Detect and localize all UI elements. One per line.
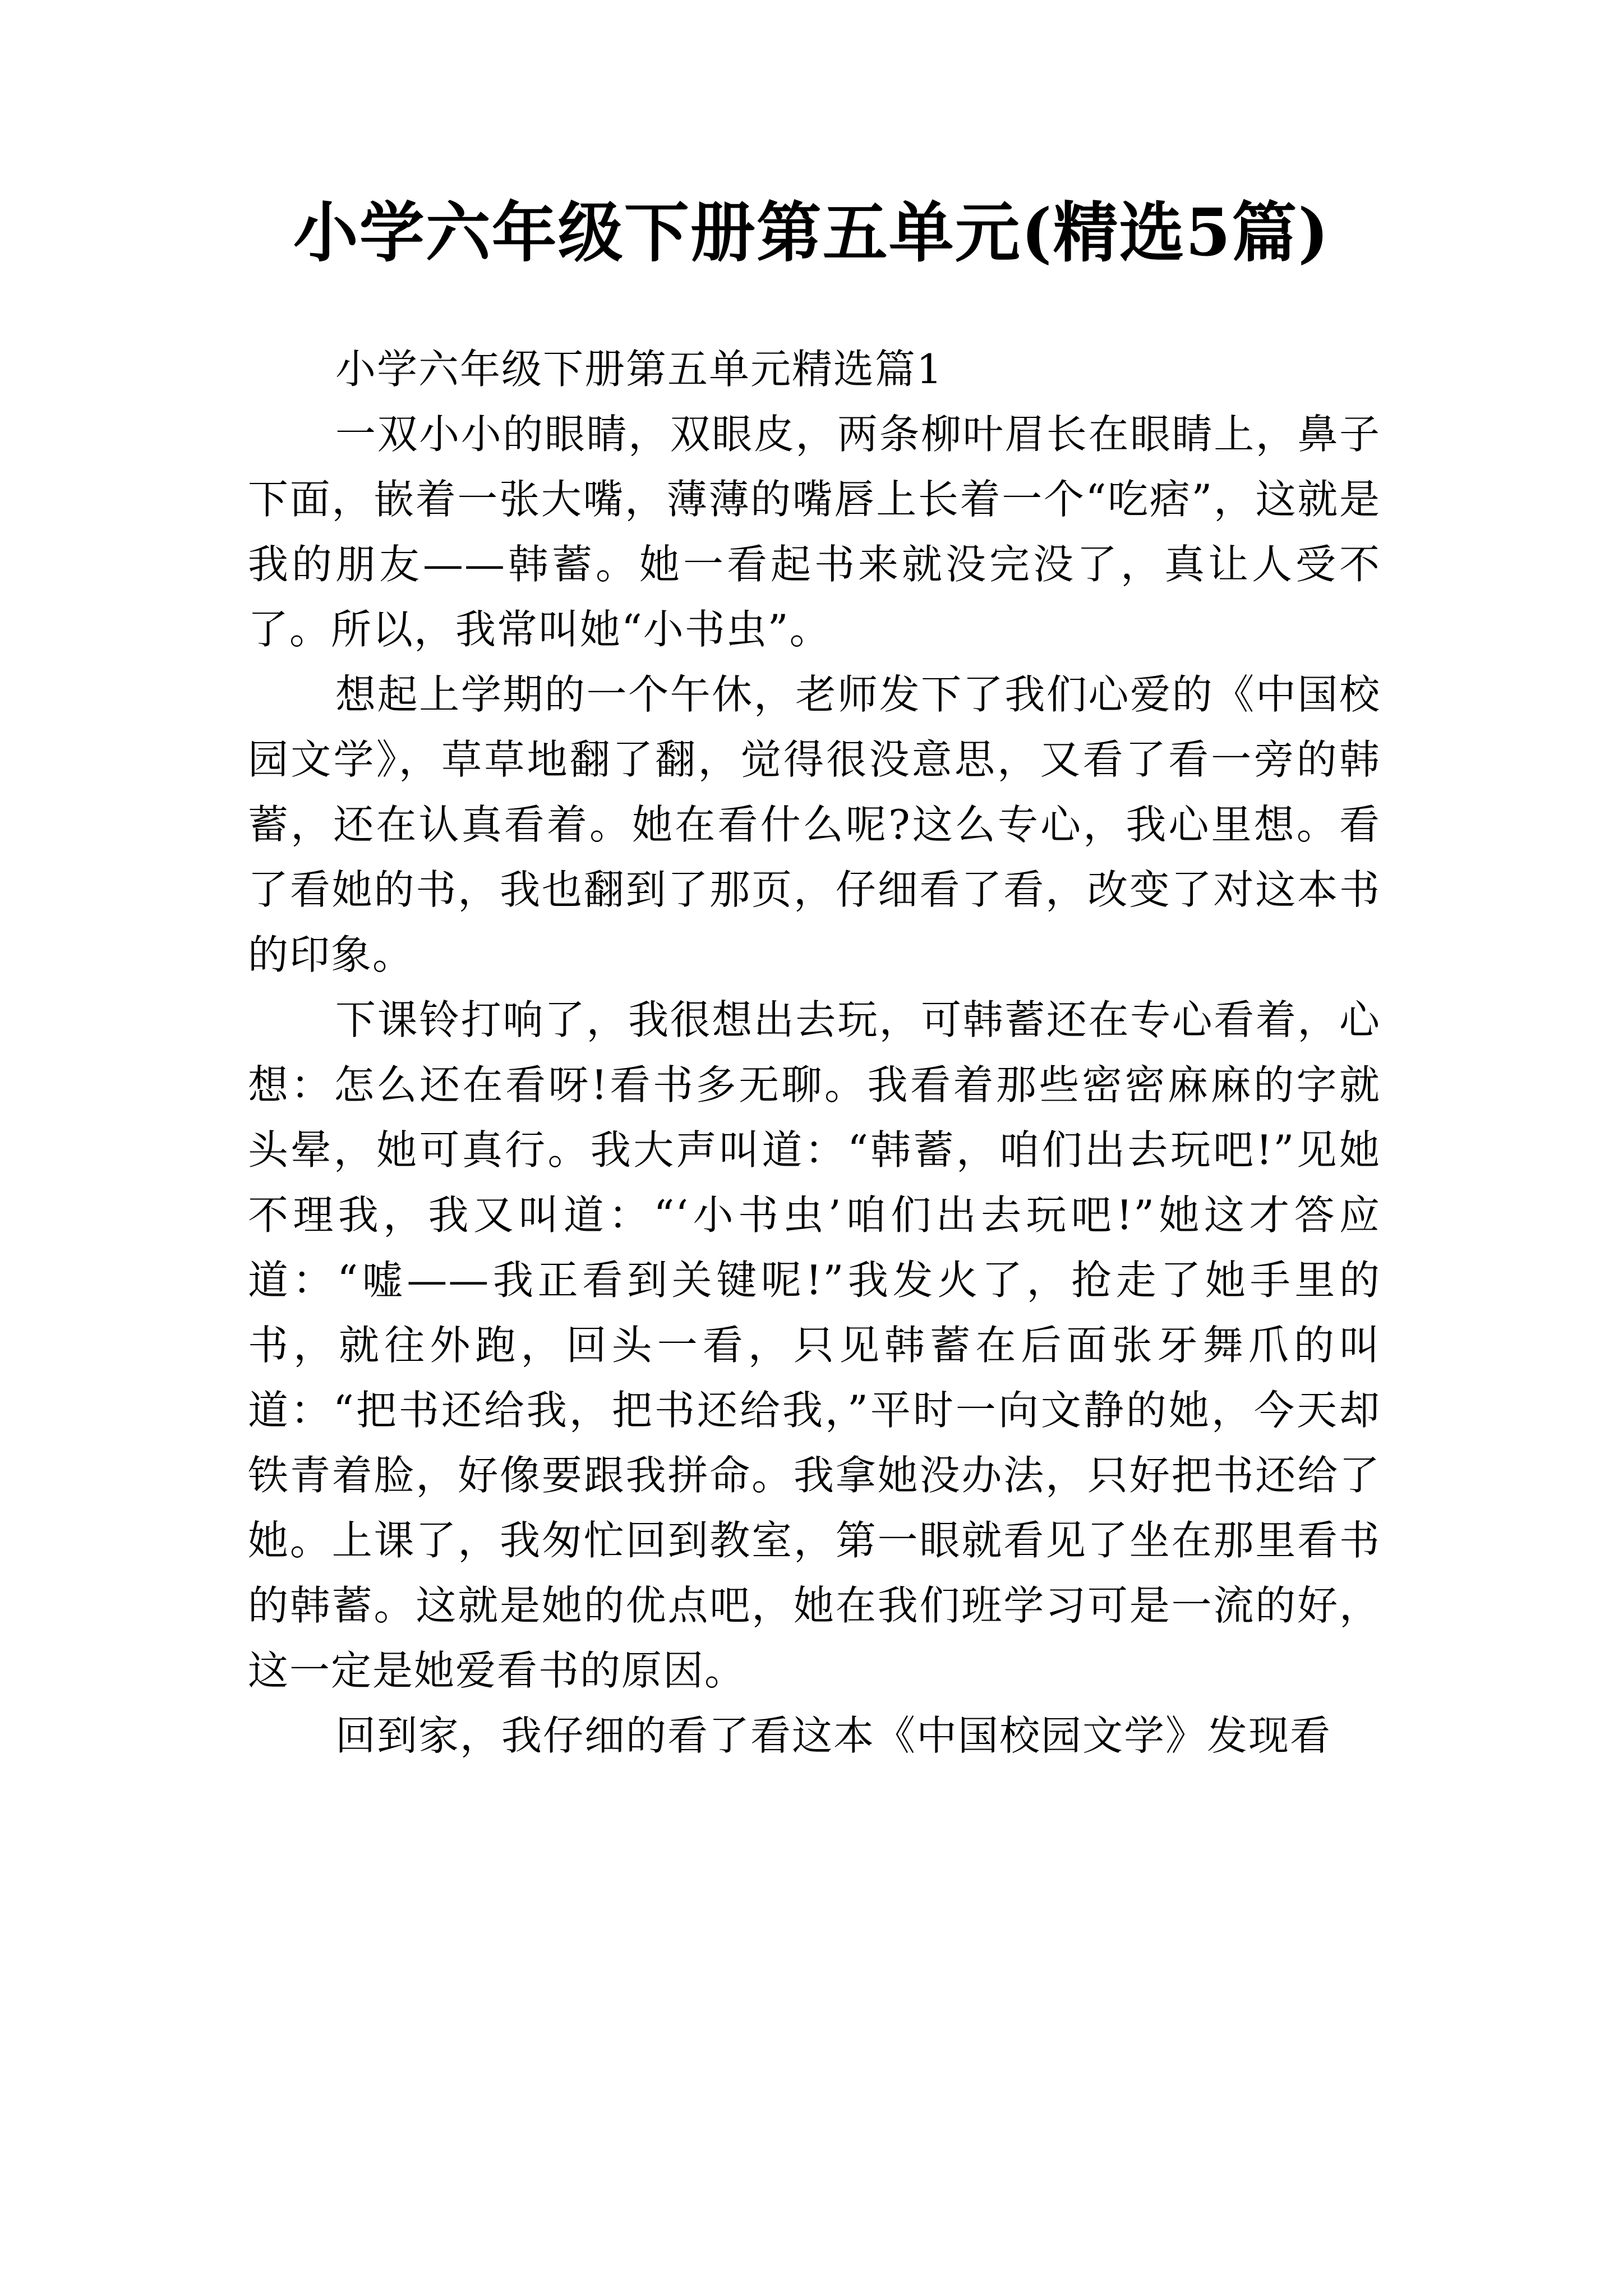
- paragraph: 一双小小的眼睛，双眼皮，两条柳叶眉长在眼睛上，鼻子下面，嵌着一张大嘴，薄薄的嘴唇上长着一个“吃痞”，这就是我的朋友——韩蓄。她一看起书来就没完没了，真让人受不了。所以，我常叫她“小书虫”。: [248, 411, 1381, 653]
- paragraph: 下课铃打响了，我很想出去玩，可韩蓄还在专心看着，心想：怎么还在看呀!看书多无聊。我看着那些密密麻麻的字就头晕，她可真行。我大声叫道：“韩蓄，咱们出去玩吧!”见她不理我，我又叫道：“‘小书虫’咱们出去玩吧!”她这才答应道：“嘘——我正看到关键呢!”我发火了，抢走了她手里的书，就往外跑，回头一看，只见韩蓄在后面张牙舞爪的叫道：“把书还给我，把书还给我，”平时一向文静的她，今天却铁青着脸，好像要跟我拼命。我拿她没办法，只好把书还给了她。上课了，我匆忙回到教室，第一眼就看见了坐在那里看书的韩蓄。这就是她的优点吧，她在我们班学习可是一流的好，这一定是她爱看书的原因。: [248, 996, 1381, 1694]
- document-title: 小学六年级下册第五单元(精选5篇): [293, 195, 1330, 271]
- section-heading: 小学六年级下册第五单元精选篇1: [335, 346, 943, 393]
- document-body: [248, 337, 1381, 1768]
- paragraph: 回到家，我仔细的看了看这本《中国校园文学》发现看: [335, 1712, 1332, 1759]
- paragraph: 想起上学期的一个午休，老师发下了我们心爱的《中国校园文学》，草草地翻了翻，觉得很没意思，又看了看一旁的韩蓄，还在认真看着。她在看什么呢?这么专心，我心里想。看了看她的书，我也翻到了那页，仔细看了看，改变了对这本书的印象。: [248, 671, 1381, 978]
